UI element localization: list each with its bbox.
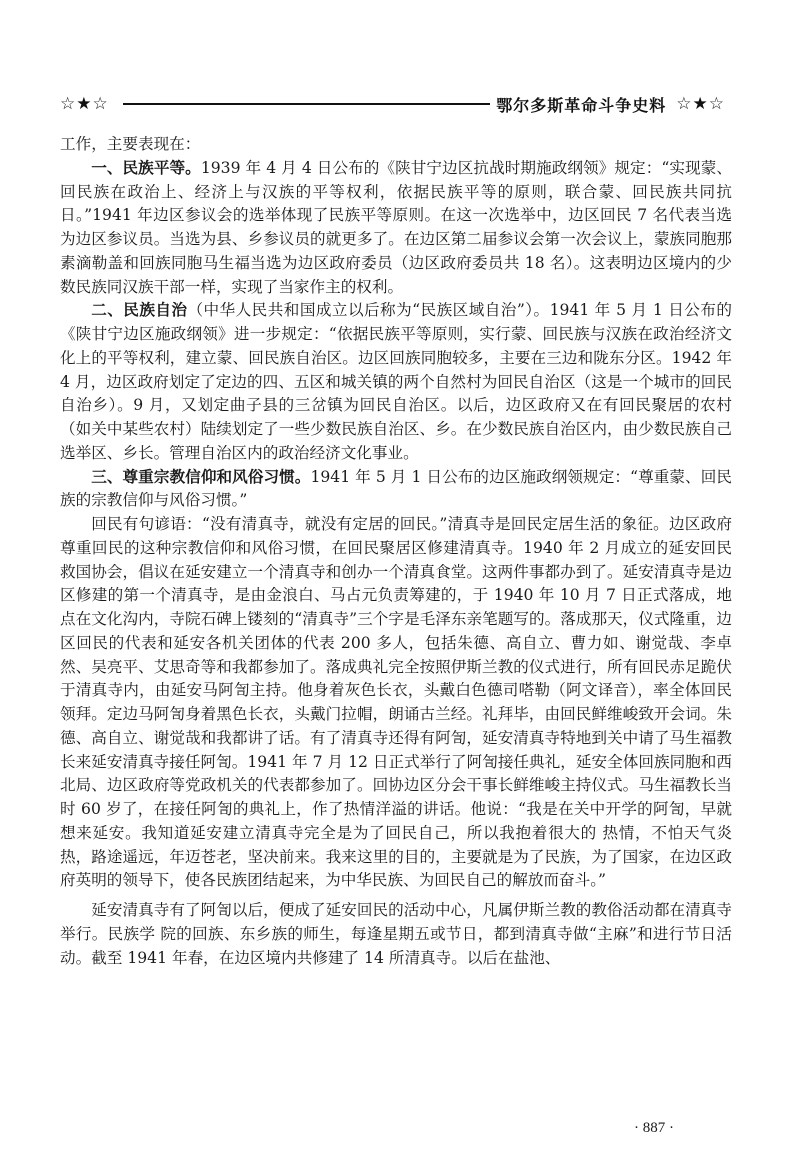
paragraph-text: （中华人民共和国成立以后称为“民族区域自治”）。1941 年 5 月 1 日公布的《陕甘宁边区施政纲领》进一步规定：“依据民族平等原则，实行蒙、回民族与汉族在政治经济文化上的平等权利，建立蒙、回民族自治区。边区回族同胞较多，主要在三边和陇东分区。1942 年 4 月，边区政府划定了定边的四、五区和城关镇的两个自然村为回民自治区（这是一个城市的回民自治乡）。9 月，又划定曲子县的三岔镇为回民自治区。以后，边区政府又在有回民聚居的农村（如关中某些农村）陆续划定了一些少数民族自治区、乡。在少数民族自治区内，由少数民族自己选举区、乡长。管理自治区内的政治经济文化事业。 bbox=[60, 301, 732, 462]
paragraph-intro: 工作，主要表现在： bbox=[60, 135, 201, 153]
paragraph-mosque: 回民有句谚语：“没有清真寺，就没有定居的回民。”清真寺是回民定居生活的象征。边区政府尊重回民的这种宗教信仰和风俗习惯，在回民聚居区修建清真寺。1940 年 2 月成立的延安回民救国协会，倡议在延安建立一个清真寺和创办一个清真食堂。这两件事都办到了。延安清真寺是边区修建的第一个清真寺，是由金浪白、马占元负责筹建的，于 1940 年 10 月 7 日正式落成，地点在文化沟内，寺院石碑上镂刻的“清真寺”三个字是毛泽东亲笔题写的。落成那天，仪式隆重，边区回民的代表和延安各机关团体的代表 200 多人，包括朱德、高自立、曹力如、谢觉哉、李卓然、吴亮平、艾思奇等和我都参加了。落成典礼完全按照伊斯兰教的仪式进行，所有回民赤足跪伏于清真寺内，由延安马阿訇主持。他身着灰色长衣，头戴白色德司嗒勒（阿文译音），率全体回民领拜。定边马阿訇身着黑色长衣，头戴门拉帽，朗诵古兰经。礼拜毕，由回民鲜维峻致开会词。朱德、高自立、谢觉哉和我都讲了话。有了清真寺还得有阿訇，延安清真寺特地到关中请了马生福教长来延安清真寺接任阿訇。1941 年 7 月 12 日正式举行了阿訇接任典礼，延安全体回族同胞和西北局、边区政府等党政机关的代表都参加了。回协边区分会干事长鲜维峻主持仪式。马生福教长当时 60 岁了，在接任阿訇的典礼上，作了热情洋溢的讲话。他说：“我是在关中开学的阿訇，早就想来延安。我知道延安建立清真寺完全是为了回民自己，所以我抱着很大的 热情，不怕天气炎热，路途遥远，年迈苍老，坚决前来。我来这里的目的，主要就是为了民族，为了国家，在边区政府英明的领导下，使各民族团结起来，为中华民族、为回民自己的解放而奋斗。” bbox=[60, 515, 732, 890]
section-heading-ethnic-autonomy: 二、民族自治 bbox=[91, 301, 188, 320]
paragraph-ethnic-equality bbox=[60, 157, 732, 300]
header-rule bbox=[123, 103, 491, 105]
section-heading-religious-respect: 三、尊重宗教信仰和风俗习惯。 bbox=[91, 467, 311, 486]
running-header bbox=[60, 93, 725, 115]
star-ornament-right-icon: ☆★☆ bbox=[676, 94, 725, 114]
paragraph-ethnic-autonomy bbox=[60, 299, 732, 465]
star-ornament-left-icon: ☆★☆ bbox=[60, 94, 109, 114]
paragraph-text: 1941 年 5 月 1 日公布的边区施政纲领规定：“尊重蒙、回民族的宗教信仰与风俗习惯。” bbox=[60, 467, 732, 510]
header-title: 鄂尔多斯革命斗争史料 bbox=[496, 95, 667, 115]
paragraph-religious-respect bbox=[60, 466, 732, 514]
section-heading-ethnic-equality: 一、民族平等。 bbox=[91, 158, 201, 177]
body-text bbox=[60, 133, 732, 970]
paragraph-text: 1939 年 4 月 4 日公布的《陕甘宁边区抗战时期施政纲领》规定：“实现蒙、回民族在政治上、经济上与汉族的平等权利，依据民族平等的原则，联合蒙、回民族共同抗日。”1941 年边区参议会的选举体现了民族平等原则。在这一次选举中，边区回民 7 名代表当选为边区参议员。当选为县、乡参议员的就更多了。在边区第二届参议会第一次会议上，蒙族同胞那素滴勒盖和回族同胞马生福当选为边区政府委员（边区政府委员共 18 名）。这表明边区境内的少数民族同汉族干部一样，实现了当家作主的权利。 bbox=[60, 158, 732, 296]
paragraph-mosque-activities: 延安清真寺有了阿訇以后，便成了延安回民的活动中心，凡属伊斯兰教的教俗活动都在清真寺举行。民族学 院的回族、东乡族的师生，每逢星期五或节日，都到清真寺做“主麻”和进行节日活动。截至 1941 年春，在边区境内共修建了 14 所清真寺。以后在盐池、 bbox=[60, 901, 732, 967]
page-number: · 887 · bbox=[634, 1120, 674, 1136]
